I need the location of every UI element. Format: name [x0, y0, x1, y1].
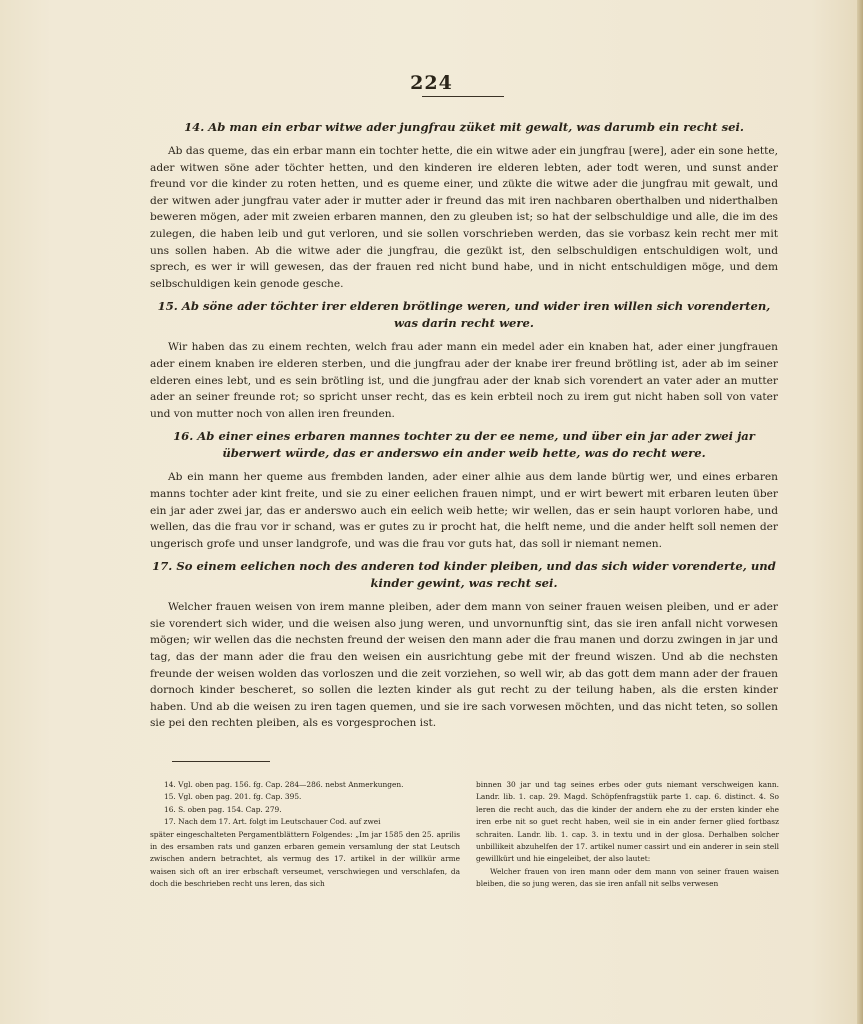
page-number: 224 — [410, 72, 453, 94]
footnote: 15. Vgl. oben pag. 201. fg. Cap. 395. — [164, 792, 302, 802]
footnote-continuation: binnen 30 jar und tag seines erbes oder guts niemant verschweigen kann. Landr. lib. 1. cap. 29. Magd. Schöpfenfragstük parte 1. cap. 6. distinct. 4. So leren die recht auch, das die kinder der andern ehe zu der ersten kinder ehe iren erbe nit so guet recht haben, weil sie in ein ander ferner glied fortbasz schraiten. Landr. lib. 1. cap. 3. in textu und in der glosa. Derhalben solcher unbillikeit abzuhelfen der 17. artikel numer cassirt und ein anderer in sein stell gewillkürt und hie eingeleibet, der also lautet: — [476, 780, 779, 864]
section-heading: 15. Ab söne ader töchter irer elderen brötlinge weren, und wider iren willen sich vorenderten, was darin recht were. — [157, 299, 771, 331]
page-edge — [857, 0, 863, 1024]
section-body: Ab das queme, das ein erbar mann ein tochter hette, die ein witwe ader ein jungfrau [were], ader ein sone hette, ader witwen söne ader töchter hetten, und den kinderen ire elderen lebten, ader todt weren, und sunst ander freund vor die kinder zu roten hetten, und es queme einer, und zükte die witwe ader die jungfrau mit gewalt, und der witwen ader jungfrau vater ader ir mutter ader ir freund das mit iren nachbaren oberthalben und niderthalben beweren mögen, ader mit zweien erbaren mannen, den zu gleuben ist; so hat der selbschuldige und alle, die im des zulegen, die haben leib und gut verloren, und sie sollen vorschrieben werden, das sie vorbasz kein recht mer mit uns sollen haben. Ab die witwe ader die jungfrau, die gezükt ist, den selbschuldigen entschuldigen wolt, und sprech, es wer ir will gewesen, das der frauen red nicht bund habe, und in nicht entschuldigen möge, und dem selbschuldigen kein genode gesche. — [150, 145, 778, 290]
footnote: 14. Vgl. oben pag. 156. fg. Cap. 284—286. nebst Anmerkungen. — [164, 780, 404, 789]
footnotes-left-column — [150, 779, 460, 891]
section-heading: 16. Ab einer eines erbaren mannes tochter zu der ee neme, und über ein jar ader zwei jar überwert würde, das er anderswo ein ander weib hette, was do recht were. — [173, 429, 755, 461]
section-body: Welcher frauen weisen von irem manne pleiben, ader dem mann von seiner frauen weisen pleiben, und er ader sie vorendert sich wider, und die weisen also jung weren, und unvornunftig sint, das sie iren anfall nicht vorwesen mögen; wir wellen das die nechsten freund der weisen den mann ader die frau manen und dorzu zwingen in jar und tag, das der mann ader die frau den weisen ein ausrichtung gebe mit der freund wiszen. Und ab die nechsten freunde der weisen wolden das vorloszen und die zeit vorziehen, so well wir, ab das gott dem mann ader der frauen dornoch kinder bescheret, so sollen die lezten kinder als gut recht zu der teilung haben, als die ersten kinder haben. Und ab die weisen zu iren tagen quemen, und sie ire sach vorwesen möchten, und das nicht teten, so sollen sie pei den rechten pleiben, als es vorgesprochen ist. — [150, 601, 778, 730]
footnote-continuation: Welcher frauen von iren mann oder dem mann von seiner frauen waisen bleiben, die so jung weren, das sie iren anfall nit selbs verwesen — [476, 866, 779, 889]
main-text — [150, 115, 778, 738]
section-body: Wir haben das zu einem rechten, welch frau ader mann ein medel ader ein knaben hat, ader einer jungfrauen ader einem knaben ire elderen sterben, und die jungfrau ader der knabe irer freund brötling ist, ader ab im seiner elderen eines lebt, und es sein brötling ist, und die jungfrau ader der knab sich vorendert an vater ader an mutter ader an seiner freunde rot; so spricht unser recht, das es kein erbteil noch zu irem gut nicht haben soll von vater und von mutter noch von allen iren freunden. — [150, 341, 778, 420]
section-body: Ab ein mann her queme aus frembden landen, ader einer alhie aus dem lande bürtig wer, und eines erbaren manns tochter ader kint freite, und sie zu einer eelichen frauen nimpt, und er wirt bewert mit erbaren leuten über ein jar ader zwei jar, das er anderswo auch ein eelich weib hette; wir wellen, das er sein haupt vorloren habe, und wellen, das die frau vor ir schand, was er gutes zu ir procht hat, die helft neme, und die ander helft soll nemen der ungerisch grofe und unser landgrofe, und was die frau vor guts hat, das soll ir niemant nemen. — [150, 471, 778, 550]
footnote-continuation: später eingeschalteten Pergamentblättern Folgendes: „Im jar 1585 den 25. aprilis in des ersamben rats und ganzen erbaren gemein versamlung der stat Leutsch zwischen andern betrachtet, als vermug des 17. artikel in der willkür arme waisen sich oft an irer erbschaft verseumet, verschwiegen und verschlafen, da doch die beschrieben recht uns leren, das sich — [150, 829, 460, 889]
section-heading: 14. Ab man ein erbar witwe ader jungfrau züket mit gewalt, was darumb ein recht sei. — [184, 120, 744, 134]
footnote: 17. Nach dem 17. Art. folgt im Leutschauer Cod. auf zwei — [164, 817, 381, 827]
footnote: 16. S. oben pag. 154. Cap. 279. — [164, 804, 282, 814]
footnotes-right-column — [476, 779, 779, 891]
footnote-rule — [172, 761, 270, 762]
page-number-rule — [422, 96, 504, 97]
section-heading: 17. So einem eelichen noch des anderen tod kinder pleiben, und das sich wider vorenderte, und kinder gewint, was recht sei. — [152, 559, 776, 591]
